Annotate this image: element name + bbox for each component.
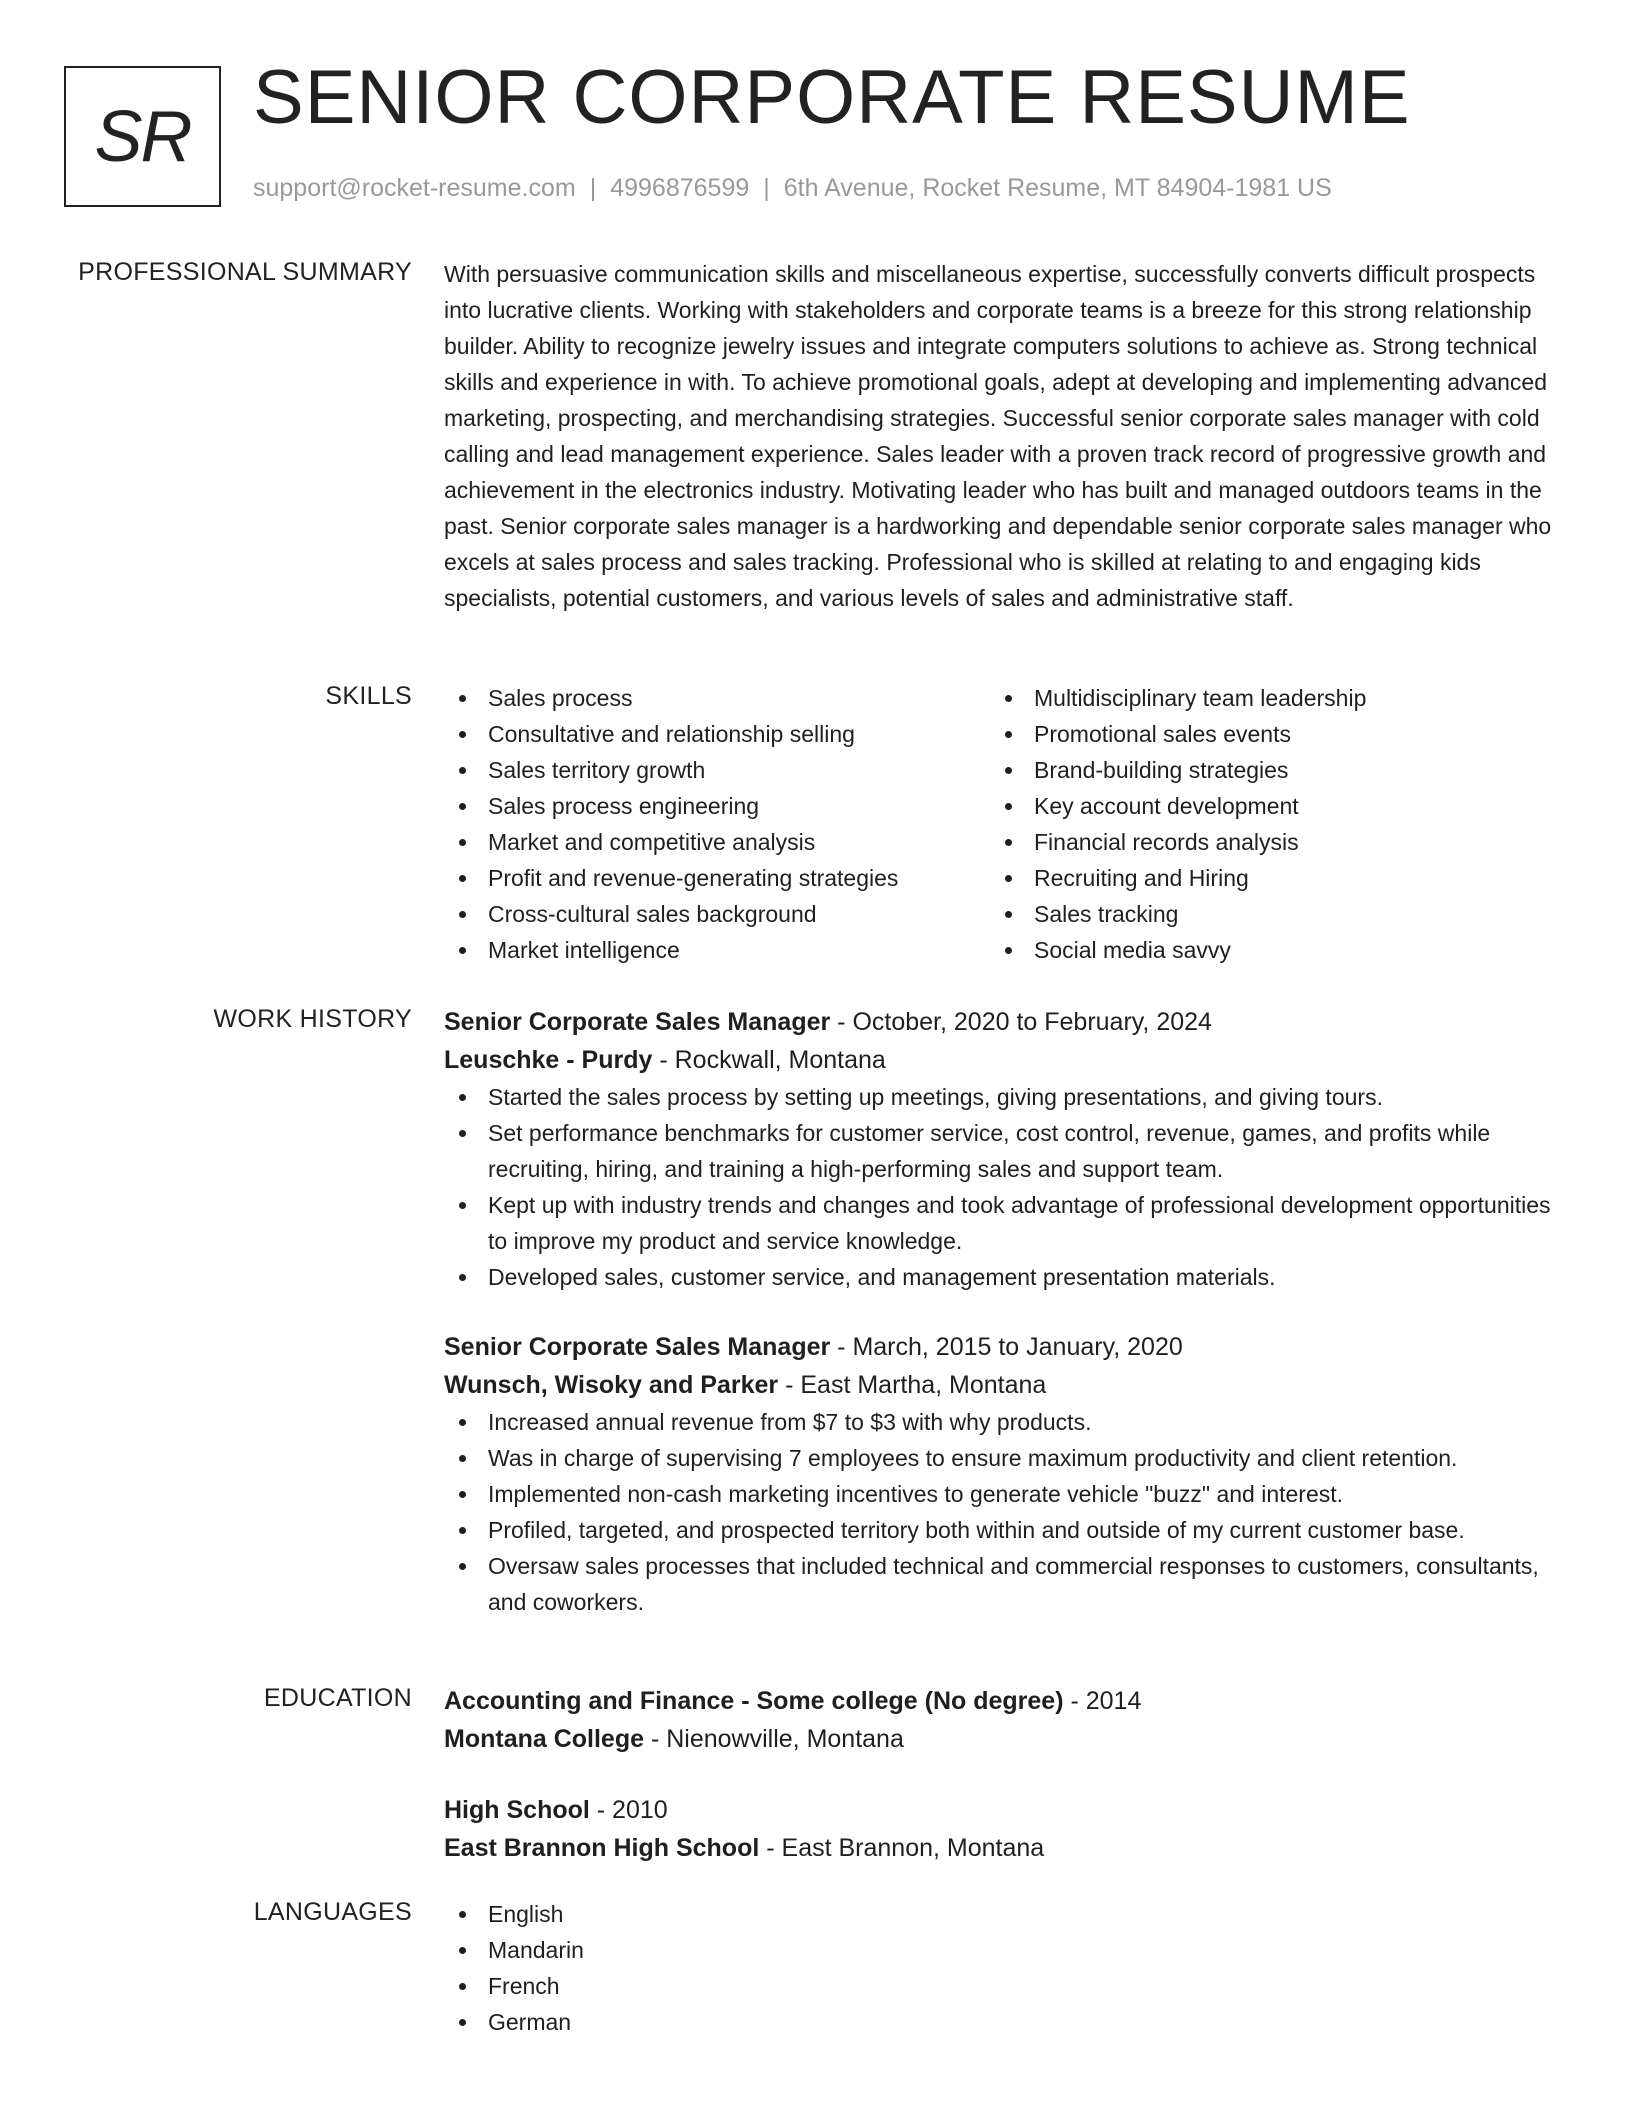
skill-item: Social media savvy [990, 932, 1536, 968]
section-label-work: WORK HISTORY [213, 1005, 412, 1033]
contact-separator: | [589, 174, 597, 202]
education-entry [444, 1682, 1554, 1758]
education-year: - 2010 [589, 1796, 668, 1824]
job-entry [444, 1003, 1554, 1295]
job-bullet: Profiled, targeted, and prospected territory both within and outside of my current customer base. [444, 1512, 1554, 1548]
summary-body [444, 256, 1554, 616]
languages-list [444, 1896, 1554, 2040]
education-school: East Brannon High School [444, 1834, 760, 1862]
job-bullet: Developed sales, customer service, and management presentation materials. [444, 1259, 1554, 1295]
job-bullets [444, 1079, 1554, 1295]
job-bullets [444, 1404, 1554, 1620]
job-title-line [444, 1003, 1554, 1041]
section-label-skills: SKILLS [325, 682, 412, 710]
language-item: French [444, 1968, 1554, 2004]
job-title: Senior Corporate Sales Manager [444, 1008, 831, 1036]
skill-item: Cross-cultural sales background [444, 896, 990, 932]
education-school: Montana College [444, 1725, 645, 1753]
job-company-line [444, 1366, 1554, 1404]
skill-item: Promotional sales events [990, 716, 1536, 752]
contact-phone[interactable]: 4996876599 [610, 174, 750, 202]
education-year: - 2014 [1063, 1687, 1142, 1715]
job-bullet: Was in charge of supervising 7 employees to ensure maximum productivity and client retention. [444, 1440, 1554, 1476]
skill-item: Profit and revenue-generating strategies [444, 860, 990, 896]
education-school-line [444, 1720, 1554, 1758]
job-bullet: Started the sales process by setting up meetings, giving presentations, and giving tours. [444, 1079, 1554, 1115]
skill-item: Sales tracking [990, 896, 1536, 932]
skill-item: Sales process [444, 680, 990, 716]
skill-item: Multidisciplinary team leadership [990, 680, 1536, 716]
job-bullet: Set performance benchmarks for customer service, cost control, revenue, games, and profits while recruiting, hiring, and training a high-performing sales and support team. [444, 1115, 1554, 1187]
job-bullet: Oversaw sales processes that included technical and commercial responses to customers, consultants, and coworkers. [444, 1548, 1554, 1620]
job-dates: - March, 2015 to January, 2020 [830, 1333, 1183, 1361]
languages-body [444, 1896, 1554, 2040]
skill-item: Recruiting and Hiring [990, 860, 1536, 896]
education-degree: Accounting and Finance - Some college (No degree) [444, 1687, 1064, 1715]
job-company-line [444, 1041, 1554, 1079]
skill-item: Sales territory growth [444, 752, 990, 788]
job-title-line [444, 1328, 1554, 1366]
job-title: Senior Corporate Sales Manager [444, 1333, 831, 1361]
education-location: - East Brannon, Montana [759, 1834, 1045, 1862]
education-entry [444, 1791, 1554, 1867]
contact-address: 6th Avenue, Rocket Resume, MT 84904-1981 US [783, 174, 1332, 202]
skills-body [444, 680, 1554, 968]
contact-email[interactable]: support@rocket-resume.com [253, 174, 576, 202]
work-body [444, 1003, 1554, 1620]
language-item: German [444, 2004, 1554, 2040]
skill-item: Key account development [990, 788, 1536, 824]
contact-line [253, 174, 1332, 203]
skill-item: Brand-building strategies [990, 752, 1536, 788]
skills-list-right [990, 680, 1536, 968]
section-label-education: EDUCATION [263, 1684, 412, 1712]
summary-text: With persuasive communication skills and miscellaneous expertise, successfully converts difficult prospects into lucrative clients. Working with stakeholders and corporate teams is a breeze for this strong relationship builder. Ability to recognize jewelry issues and integrate computers solutions to achieve as. Strong technical skills and experience in with. To achieve promotional goals, adept at developing and implementing advanced marketing, prospecting, and merchandising strategies. Successful senior corporate sales manager with cold calling and lead management experience. Sales leader with a proven track record of progressive growth and achievement in the electronics industry. Motivating leader who has built and managed outdoors teams in the past. Senior corporate sales manager is a hardworking and dependable senior corporate sales manager who excels at sales process and sales tracking. Professional who is skilled at relating to and engaging kids specialists, potential customers, and various levels of sales and administrative staff. [444, 261, 1552, 611]
job-entry [444, 1328, 1554, 1620]
section-label-summary: PROFESSIONAL SUMMARY [78, 258, 412, 286]
job-company: Wunsch, Wisoky and Parker [444, 1371, 779, 1399]
monogram-badge: SR [64, 66, 221, 207]
language-item: Mandarin [444, 1932, 1554, 1968]
education-degree-line [444, 1791, 1554, 1829]
skill-item: Sales process engineering [444, 788, 990, 824]
skill-item: Consultative and relationship selling [444, 716, 990, 752]
education-school-line [444, 1829, 1554, 1867]
job-bullet: Increased annual revenue from $7 to $3 with why products. [444, 1404, 1554, 1440]
skills-list-left [444, 680, 990, 968]
resume-title: SENIOR CORPORATE RESUME [253, 55, 1411, 140]
section-label-languages: LANGUAGES [253, 1898, 412, 1926]
job-bullet: Kept up with industry trends and changes and took advantage of professional development opportunities to improve my product and service knowledge. [444, 1187, 1554, 1259]
job-bullet: Implemented non-cash marketing incentives to generate vehicle "buzz" and interest. [444, 1476, 1554, 1512]
skill-item: Market intelligence [444, 932, 990, 968]
skill-item: Market and competitive analysis [444, 824, 990, 860]
contact-separator: | [763, 174, 770, 202]
education-degree: High School [444, 1796, 590, 1824]
job-dates: - October, 2020 to February, 2024 [830, 1008, 1212, 1036]
job-company: Leuschke - Purdy [444, 1046, 653, 1074]
job-location: - East Martha, Montana [778, 1371, 1047, 1399]
skill-item: Financial records analysis [990, 824, 1536, 860]
education-location: - Nienowville, Montana [644, 1725, 904, 1753]
education-degree-line [444, 1682, 1554, 1720]
language-item: English [444, 1896, 1554, 1932]
job-location: - Rockwall, Montana [652, 1046, 886, 1074]
education-body [444, 1682, 1554, 1867]
